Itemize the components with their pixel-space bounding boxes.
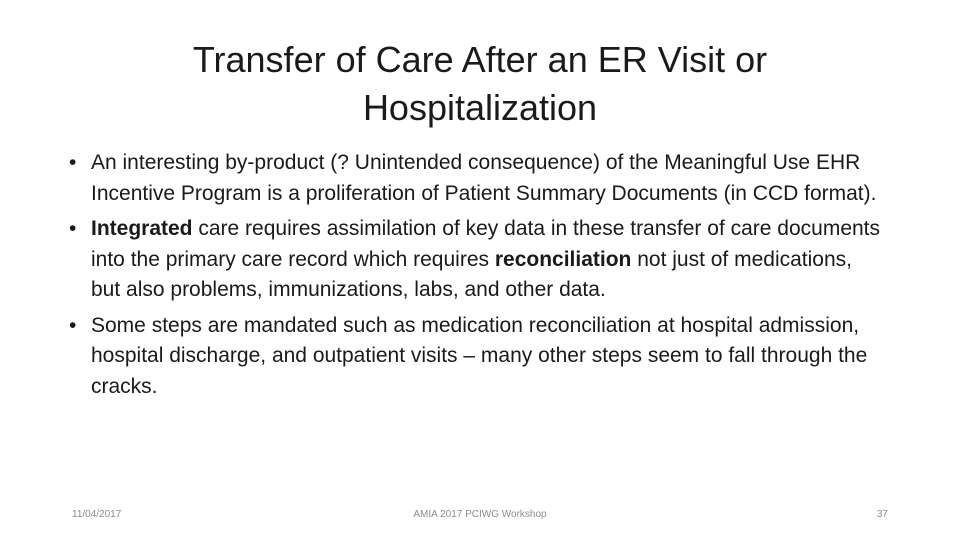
bullet-item [66, 214, 886, 306]
bullet-item [66, 148, 886, 209]
page-number: 37 [876, 509, 888, 520]
bullet-marker: • [69, 151, 77, 174]
footer-date: 11/04/2017 [72, 509, 122, 520]
bullet-marker: • [69, 313, 77, 337]
footer-title: AMIA 2017 PCIWG Workshop [413, 509, 547, 520]
bold-term-reconciliation: reconciliation [494, 247, 632, 271]
slide-title: Transfer of Care After an ER Visit or Hospitalization [192, 39, 768, 128]
bullet-marker: • [69, 217, 77, 240]
bullet-text: An interesting by-product (? Unintended consequence) of the Meaningful Use EHR Incentive Program is a proliferation of Patient Summary Documents (in CCD format). [91, 151, 877, 205]
bullet-list [66, 148, 886, 407]
bullet-item [66, 311, 886, 403]
bullet-text: care requires assimilation of key data in these transfer of care documents into the primary care record which requires [91, 217, 881, 271]
bullet-text: not just of medications, but also problems, immunizations, labs, and other data. [91, 247, 852, 301]
bold-term-integrated: Integrated [91, 217, 193, 240]
bullet-text: Some steps are mandated such as medication reconciliation at hospital admission, hospital discharge, and outpatient visits – many other steps seem to fall through the cracks. [91, 313, 868, 398]
